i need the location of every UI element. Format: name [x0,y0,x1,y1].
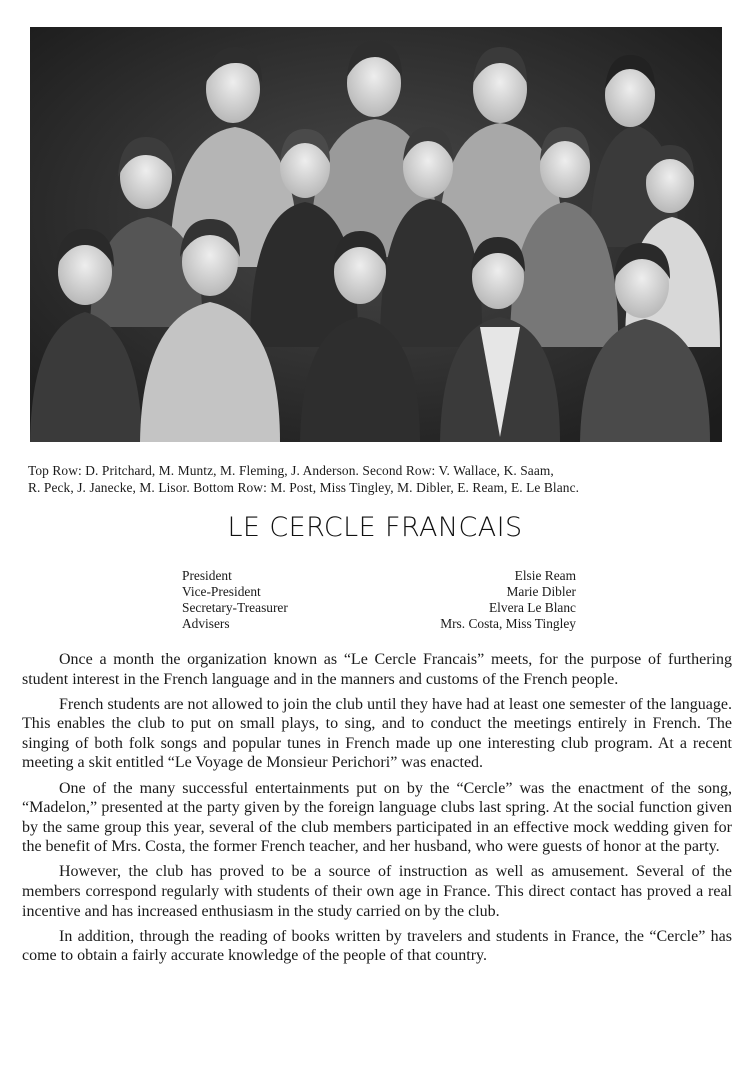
caption-line: R. Peck, J. Janecke, M. Lisor. Bottom Row: M. Post, Miss Tingley, M. Dibler, E. Ream, E. Le Blanc. [28,480,580,495]
officer-name: Mrs. Costa, Miss Tingley [440,616,576,631]
photo-caption [28,462,736,496]
officer-role: Vice-President [182,584,261,599]
paragraph: One of the many successful entertainments put on by the “Cercle” was the enactment of the song, “Madelon,” presented at the party given by the foreign language clubs last spring. At the social function given by the same group this year, several of the club members participated in an effective mock wedding given for the benefit of Mrs. Costa, the former French teacher, and her husband, who were guests of honor at the party. [22,779,732,856]
group-photo [30,27,722,442]
officer-row [182,616,576,632]
officer-role: President [182,568,232,583]
officer-name: Elvera Le Blanc [489,600,576,615]
caption-line: Top Row: D. Pritchard, M. Muntz, M. Fleming, J. Anderson. Second Row: V. Wallace, K. Saam, [28,463,554,478]
paragraph: French students are not allowed to join the club until they have had at least one semester of the language. This enables the club to put on small plays, to sing, and to conduct the meetings entirely in French. The singing of both folk songs and popular tunes in French made up one interesting club program. At a recent meeting a skit entitled “Le Voyage de Monsieur Perichori” was enacted. [22,695,732,772]
article-body [22,650,732,971]
officer-name: Elsie Ream [514,568,576,583]
officer-role: Secretary-Treasurer [182,600,288,615]
officer-row [182,600,576,616]
paragraph: However, the club has proved to be a source of instruction as well as amusement. Several of the members correspond regularly with students of their own age in France. This direct contact has proved a real incentive and has increased enthusiasm in the study carried on by the club. [22,863,732,920]
officer-row [182,568,576,584]
paragraph: Once a month the organization known as “Le Cercle Francais” meets, for the purpose of furthering student interest in the French language and in the manners and customs of the French people. [22,651,732,688]
paragraph: In addition, through the reading of books written by travelers and students in France, the “Cercle” has come to obtain a fairly accurate knowledge of the people of that country. [22,927,732,965]
officers-list [182,568,576,632]
officer-role: Advisers [182,616,230,631]
officer-name: Marie Dibler [506,584,576,599]
officer-row [182,584,576,600]
page-title: LE CERCLE FRANCAIS [227,512,523,543]
